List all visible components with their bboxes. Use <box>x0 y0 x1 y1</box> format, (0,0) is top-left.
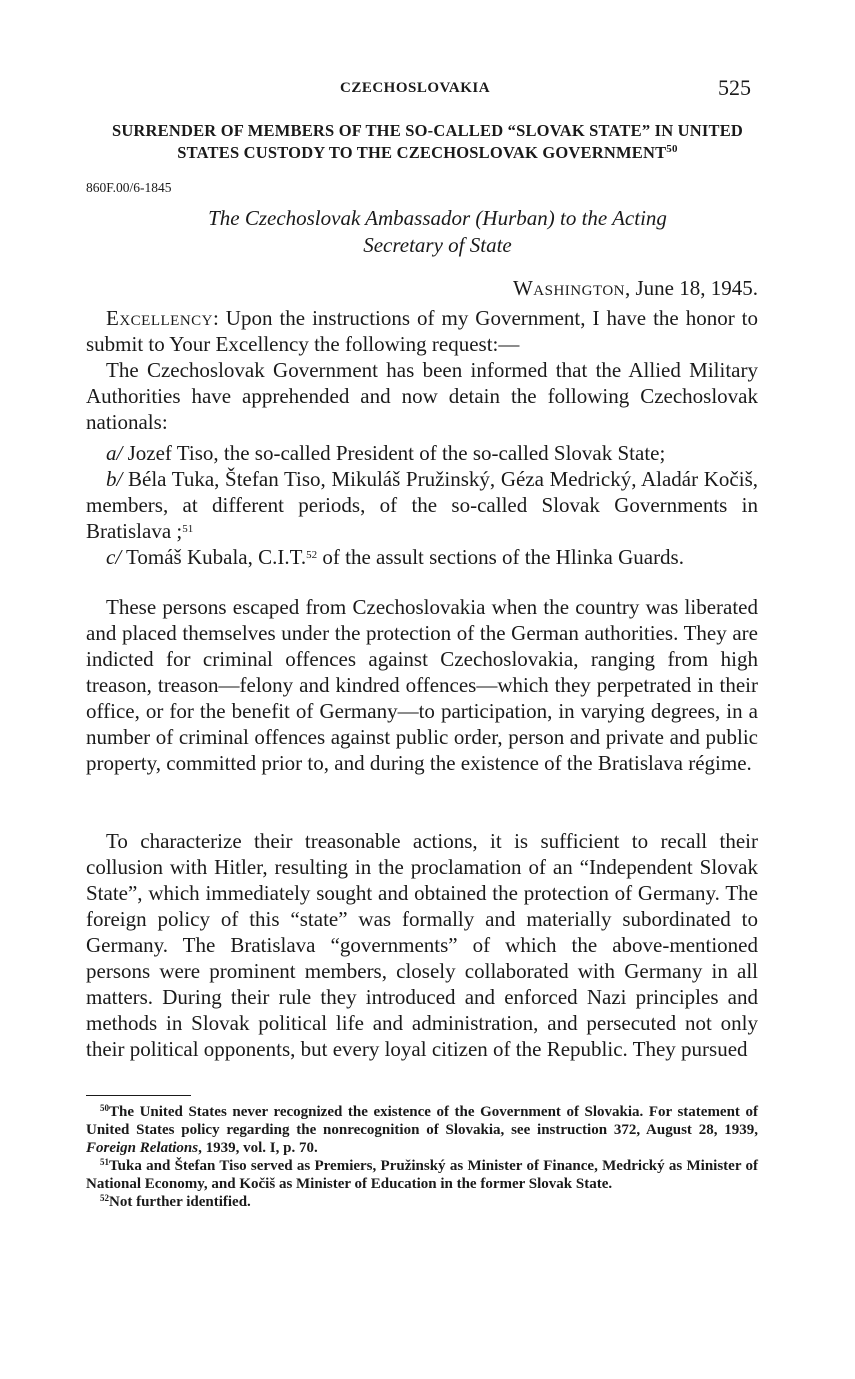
list-text-c-after: of the assult sections of the Hlinka Guards. <box>317 545 684 569</box>
dateline <box>480 276 758 301</box>
footnote-50-text-after: , 1939, vol. I, p. 70. <box>198 1140 318 1156</box>
document-heading-line-2: Secretary of State <box>363 233 512 257</box>
salutation-text: : Upon the instructions of my Government, I have the honor to submit to Your Excellency the following request:— <box>86 306 758 356</box>
list-item-c <box>86 544 758 570</box>
list-label-a: a/ <box>106 441 123 465</box>
salutation-word: Excellency <box>106 306 213 330</box>
footnote-50 <box>86 1103 758 1157</box>
dateline-place: Washington <box>512 276 625 300</box>
salutation-paragraph <box>86 305 758 357</box>
list-item-a <box>86 440 758 466</box>
document-heading <box>100 205 775 259</box>
footnotes <box>86 1103 758 1211</box>
footnote-52 <box>86 1193 758 1211</box>
footnote-50-publication: Foreign Relations <box>86 1140 199 1156</box>
footnote-50-text-before: The United States never recognized the existence of the Government of Slovakia. For statement of United States policy regarding the nonrecognition of Slovakia, see instruction 372, August 28, 1939, <box>86 1104 758 1138</box>
footnote-ref-50[interactable]: 50 <box>666 142 678 155</box>
list-text-a: Jozef Tiso, the so-called President of the so-called Slovak State; <box>122 441 666 465</box>
list-item-b <box>86 466 758 544</box>
nationals-list <box>86 440 758 570</box>
footnote-marker-50: 50 <box>100 1103 109 1114</box>
document-heading-line-1: The Czechoslovak Ambassador (Hurban) to the Acting <box>208 206 667 230</box>
dateline-date: , June 18, 1945. <box>625 276 758 300</box>
footnote-marker-52: 52 <box>100 1193 109 1204</box>
paragraph-informed: The Czechoslovak Government has been informed that the Allied Military Authorities have apprehended and now detain the following Czechoslovak nationals: <box>86 358 758 434</box>
paragraph-escaped: These persons escaped from Czechoslovakia when the country was liberated and placed themselves under the protection of the German authorities. They are indicted for criminal offences against Czechoslovakia, ranging from high treason, treason—felony and kindred offences—which they perpetrated in their office, or for the benefit of Germany—to participation, in varying degrees, in a number of criminal offences against public order, person and private and public property, committed prior to, and during the existence of the Bratislava régime. <box>86 595 758 775</box>
footnote-51-text: Tuka and Štefan Tiso served as Premiers, Pružinský as Minister of Finance, Medrický as Minister of National Economy, and Kočiš as Minister of Education in the former Slovak State. <box>86 1158 758 1192</box>
footnote-52-text: Not further identified. <box>109 1194 251 1210</box>
list-label-b: b/ <box>106 467 123 491</box>
list-text-b: Béla Tuka, Štefan Tiso, Mikuláš Pružinský, Géza Medrický, Aladár Kočiš, members, at different periods, of the so-called Slovak Governments in Bratislava ; <box>86 467 758 543</box>
footnote-ref-51[interactable]: 51 <box>182 522 194 535</box>
section-title <box>80 120 775 164</box>
footnote-marker-51: 51 <box>100 1157 109 1168</box>
footnote-rule <box>86 1095 191 1096</box>
footnote-ref-52[interactable]: 52 <box>306 548 318 561</box>
section-title-text: SURRENDER OF MEMBERS OF THE SO-CALLED “SLOVAK STATE” IN UNITED STATES CUSTODY TO THE CZECHOSLOVAK GOVERNMENT <box>111 121 744 162</box>
list-label-c: c/ <box>106 545 122 569</box>
list-text-c-before: Tomáš Kubala, C.I.T. <box>121 545 307 569</box>
footnote-51 <box>86 1157 758 1193</box>
running-head: CZECHOSLOVAKIA <box>340 80 491 96</box>
page-number: 525 <box>718 75 751 100</box>
file-number: 860F.00/6-1845 <box>86 180 172 195</box>
paragraph-characterize: To characterize their treasonable actions, it is sufficient to recall their collusion with Hitler, resulting in the proclamation of an “Independent Slovak State”, which immediately sought and obtained the protection of Germany. The foreign policy of this “state” was formally and materially subordinated to Germany. The Bratislava “governments” of which the above-mentioned persons were prominent members, closely collaborated with Germany in all matters. During their rule they introduced and enforced Nazi principles and methods in Slovak political life and administration, and persecuted not only their political opponents, but every loyal citizen of the Republic. They pursued <box>86 829 758 1061</box>
